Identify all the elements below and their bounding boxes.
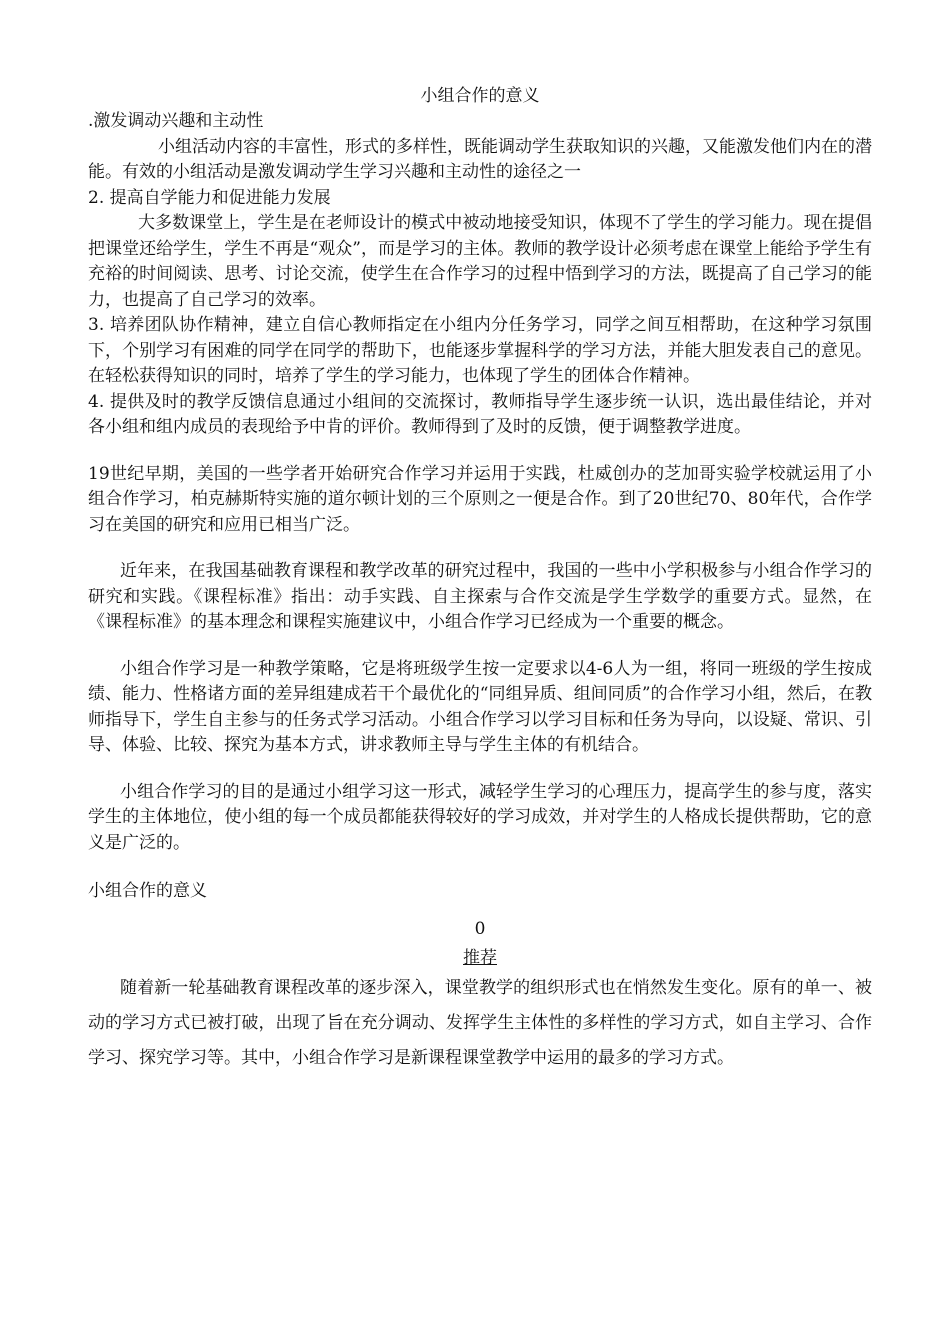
history-paragraph: 19世纪早期，美国的一些学者开始研究合作学习并运用于实践，杜威创办的芝加哥实验学校就运用了小组合作学习，柏克赫斯特实施的道尔顿计划的三个原则之一便是合作。到了20世纪70、80年代，合作学习在美国的研究和应用已相当广泛。 <box>88 463 872 535</box>
footer-title: 小组合作的意义 <box>88 881 207 901</box>
recommend-link[interactable]: 推荐 <box>463 947 497 968</box>
section-1-body: 小组活动内容的丰富性，形式的多样性，既能调动学生获取知识的兴趣，又能激发他们内在的潜能。有效的小组活动是激发调动学生学习兴趣和主动性的途径之一 <box>88 136 872 182</box>
final-paragraph: 随着新一轮基础教育课程改革的逐步深入，课堂教学的组织形式也在悄然发生变化。原有的单一、被动的学习方式已被打破，出现了旨在充分调动、发挥学生主体性的多样性的学习方式，如自主学习、合作学习、探究学习等。其中，小组合作学习是新课程课堂教学中运用的最多的学习方式。 <box>88 977 872 1068</box>
section-2-body: 大多数课堂上，学生是在老师设计的模式中被动地接受知识，体现不了学生的学习能力。现在提倡把课堂还给学生，学生不再是“观众”，而是学习的主体。教师的教学设计必须考虑在课堂上能给予学生有充裕的时间阅读、思考、讨论交流，使学生在合作学习的过程中悟到学习的方法，既提高了自己学习的能力，也提高了自己学习的效率。 <box>88 213 872 310</box>
section-1-heading: .激发调动兴趣和主动性 <box>88 111 264 131</box>
section-4-paragraph: 4. 提供及时的教学反馈信息通过小组间的交流探讨，教师指导学生逐步统一认识，选出最佳结论，并对各小组和组内成员的表现给予中肯的评价。教师得到了及时的反馈，便于调整教学进度。 <box>88 391 872 437</box>
page-number: 0 <box>474 918 486 939</box>
recent-paragraph: 近年来，在我国基础教育课程和教学改革的研究过程中，我国的一些中小学积极参与小组合作学习的研究和实践。《课程标准》指出：动手实践、自主探索与合作交流是学生学数学的重要方式。显然，在《课程标准》的基本理念和课程实施建议中，小组合作学习已经成为一个重要的概念。 <box>88 561 872 632</box>
section-2-heading: 2. 提高自学能力和促进能力发展 <box>88 187 331 208</box>
strategy-paragraph: 小组合作学习是一种教学策略，它是将班级学生按一定要求以4-6人为一组，将同一班级的学生按成绩、能力、性格诸方面的差异组建成若干个最优化的“同组异质、组间同质”的合作学习小组，然后，在教师指导下，学生自主参与的任务式学习活动。小组合作学习以学习目标和任务为导向，以设疑、常识、引导、体验、比较、探究为基本方式，讲求教师主导与学生主体的有机结合。 <box>88 658 872 755</box>
purpose-paragraph: 小组合作学习的目的是通过小组学习这一形式，减轻学生学习的心理压力，提高学生的参与度，落实学生的主体地位，使小组的每一个成员都能获得较好的学习成效，并对学生的人格成长提供帮助，它的意义是广泛的。 <box>88 781 872 853</box>
document-page <box>88 84 872 1076</box>
page-title: 小组合作的意义 <box>420 86 540 106</box>
section-3-paragraph: 3. 培养团队协作精神，建立自信心教师指定在小组内分任务学习，同学之间互相帮助，在这种学习氛围下，个别学习有困难的同学在同学的帮助下，也能逐步掌握科学的学习方法，并能大胆发表自己的意见。在轻松获得知识的同时，培养了学生的学习能力，也体现了学生的团体合作精神。 <box>88 315 872 386</box>
